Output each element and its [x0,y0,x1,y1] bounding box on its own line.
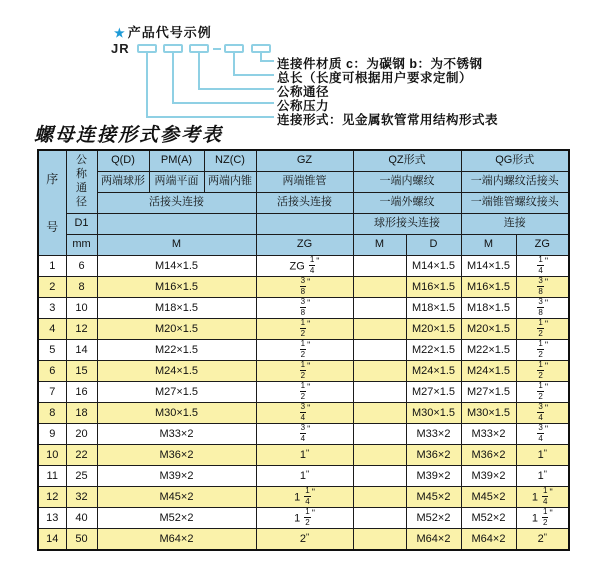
qz-d-cell: M22×1.5 [406,340,461,361]
qz-m-cell [353,445,406,466]
code-box-2 [163,44,183,53]
header-blank-gz [256,214,353,235]
dn-cell: 15 [66,361,97,382]
header-qg-desc2: 一端锥管螺纹接头 [461,193,569,214]
connector-line [260,60,274,62]
qg-zg-cell: $\frac{3}{4}$ " [516,424,569,445]
m-thread-cell: M20×1.5 [97,319,256,340]
table-title: 螺母连接形式参考表 [34,125,224,146]
qz-m-cell [353,361,406,382]
diagram-heading-text: 产品代号示例 [127,25,212,40]
gz-thread-cell: $\frac{3}{8}$ " [256,277,353,298]
dn-cell: 6 [66,256,97,277]
seq-cell: 3 [38,298,66,319]
header-qz-d: D [406,235,461,256]
label-total-length: 总长（长度可根据用户要求定制） [277,71,473,85]
qz-m-cell [353,403,406,424]
m-thread-cell: M33×2 [97,424,256,445]
seq-cell: 2 [38,277,66,298]
m-thread-cell: M24×1.5 [97,361,256,382]
m-thread-cell: M14×1.5 [97,256,256,277]
qz-d-cell: M39×2 [406,466,461,487]
qz-d-cell: M27×1.5 [406,382,461,403]
header-m: M [97,235,256,256]
header-qg-desc: 一端内螺纹活接头 [461,172,569,193]
gz-thread-cell: $\frac{1}{2}$ " [256,319,353,340]
qz-d-cell: M45×2 [406,487,461,508]
qg-m-cell: M27×1.5 [461,382,516,403]
qz-d-cell: M24×1.5 [406,361,461,382]
header-col-q: Q(D) [97,150,149,172]
table-row [38,319,569,340]
header-gz-union: 活接头连接 [256,193,353,214]
header-qg-desc3: 连接 [461,214,569,235]
dn-cell: 8 [66,277,97,298]
m-thread-cell: M27×1.5 [97,382,256,403]
qg-m-cell: M39×2 [461,466,516,487]
qz-d-cell: M18×1.5 [406,298,461,319]
seq-cell: 12 [38,487,66,508]
dn-cell: 18 [66,403,97,424]
header-col-qz: QZ形式 [353,150,461,172]
seq-cell: 5 [38,340,66,361]
seq-cell: 1 [38,256,66,277]
code-dash [213,48,221,50]
qz-m-cell [353,277,406,298]
qg-zg-cell: $\frac{3}{8}$ " [516,277,569,298]
header-qg-zg: ZG [516,235,569,256]
qg-m-cell: M45×2 [461,487,516,508]
label-nominal-dia: 公称通径 [277,85,330,99]
diagram-heading [114,22,212,41]
qz-d-cell: M33×2 [406,424,461,445]
header-zg: ZG [256,235,353,256]
m-thread-cell: M22×1.5 [97,340,256,361]
header-q-desc: 两端球形 [97,172,149,193]
connector-line [146,53,148,118]
qz-m-cell [353,508,406,529]
dn-cell: 12 [66,319,97,340]
table-row [38,466,569,487]
gz-thread-cell: 1" [256,466,353,487]
connector-line [146,116,274,118]
header-d1: D1 [66,214,97,235]
qg-zg-cell: $\frac{1}{2}$ " [516,340,569,361]
gz-thread-cell: 1" [256,445,353,466]
qg-m-cell: M36×2 [461,445,516,466]
dn-cell: 32 [66,487,97,508]
gz-thread-cell: $\frac{1}{2}$ " [256,340,353,361]
m-thread-cell: M52×2 [97,508,256,529]
qz-m-cell [353,466,406,487]
qg-zg-cell: 1" [516,466,569,487]
qg-m-cell: M18×1.5 [461,298,516,319]
gz-thread-cell: 1 $\frac{1}{4}$ " [256,487,353,508]
code-box-1 [137,44,157,53]
qz-d-cell: M64×2 [406,529,461,551]
table-row [38,424,569,445]
label-nominal-press: 公称压力 [277,99,330,113]
table-row [38,403,569,424]
header-gz-desc: 两端锥管 [256,172,353,193]
header-col-pm: PM(A) [149,150,204,172]
dn-cell: 50 [66,529,97,551]
dn-cell: 14 [66,340,97,361]
table-row [38,529,569,551]
m-thread-cell: M30×1.5 [97,403,256,424]
qg-zg-cell: $\frac{1}{4}$ " [516,256,569,277]
qg-zg-cell: $\frac{3}{4}$ " [516,403,569,424]
gz-thread-cell: $\frac{1}{2}$ " [256,361,353,382]
table-row [38,508,569,529]
qz-d-cell: M14×1.5 [406,256,461,277]
qg-m-cell: M64×2 [461,529,516,551]
header-col-qg: QG形式 [461,150,569,172]
qg-m-cell: M33×2 [461,424,516,445]
qz-m-cell [353,382,406,403]
code-box-4 [224,44,244,53]
qg-m-cell: M14×1.5 [461,256,516,277]
table-row [38,445,569,466]
qg-zg-cell: $\frac{1}{2}$ " [516,382,569,403]
qz-d-cell: M36×2 [406,445,461,466]
connector-line [172,53,174,104]
table-row [38,277,569,298]
m-thread-cell: M16×1.5 [97,277,256,298]
table-row [38,340,569,361]
qg-m-cell: M20×1.5 [461,319,516,340]
header-nz-desc: 两端内锥 [204,172,256,193]
qg-zg-cell: 1 $\frac{1}{4}$ " [516,487,569,508]
qg-zg-cell: 1 $\frac{1}{2}$ " [516,508,569,529]
gz-thread-cell: ZG $\frac{1}{4}$ " [256,256,353,277]
qg-zg-cell: $\frac{3}{8}$ " [516,298,569,319]
m-thread-cell: M36×2 [97,445,256,466]
gz-thread-cell: 1 $\frac{1}{2}$ " [256,508,353,529]
nut-connection-table [37,149,570,551]
qg-m-cell: M24×1.5 [461,361,516,382]
m-thread-cell: M45×2 [97,487,256,508]
gz-thread-cell: $\frac{3}{4}$ " [256,424,353,445]
table-row [38,256,569,277]
code-prefix: JR [111,41,130,56]
qz-m-cell [353,319,406,340]
qg-zg-cell: $\frac{1}{2}$ " [516,361,569,382]
table-row [38,487,569,508]
code-box-3 [189,44,209,53]
table-row [38,361,569,382]
table-row [38,382,569,403]
label-material: 连接件材质 c：为碳钢 b：为不锈钢 [277,57,483,71]
table-row [38,298,569,319]
qz-m-cell [353,487,406,508]
header-qg-m: M [461,235,516,256]
connector-line [233,53,235,76]
header-qz-desc2: 一端外螺纹 [353,193,461,214]
dn-cell: 16 [66,382,97,403]
header-dn: 公 称 通 径 [66,150,97,214]
seq-cell: 7 [38,382,66,403]
qg-m-cell: M30×1.5 [461,403,516,424]
qg-m-cell: M52×2 [461,508,516,529]
table-body [38,256,569,551]
qz-m-cell [353,256,406,277]
qz-m-cell [353,340,406,361]
qz-d-cell: M16×1.5 [406,277,461,298]
qg-zg-cell: 1" [516,445,569,466]
dn-cell: 20 [66,424,97,445]
header-mm: mm [66,235,97,256]
seq-cell: 8 [38,403,66,424]
dn-cell: 22 [66,445,97,466]
seq-cell: 13 [38,508,66,529]
label-connection: 连接形式：见金属软管常用结构形式表 [277,113,499,127]
connector-line [198,53,200,90]
seq-cell: 6 [38,361,66,382]
header-qz-m: M [353,235,406,256]
qg-m-cell: M16×1.5 [461,277,516,298]
connector-line [233,74,274,76]
seq-cell: 14 [38,529,66,551]
header-qz-desc3: 球形接头连接 [353,214,461,235]
gz-thread-cell: $\frac{1}{2}$ " [256,382,353,403]
qg-m-cell: M22×1.5 [461,340,516,361]
gz-thread-cell: $\frac{3}{4}$ " [256,403,353,424]
header-seq: 序 号 [38,150,66,256]
gz-thread-cell: 2" [256,529,353,551]
header-col-gz: GZ [256,150,353,172]
qg-zg-cell: $\frac{1}{2}$ " [516,319,569,340]
m-thread-cell: M39×2 [97,466,256,487]
qz-d-cell: M20×1.5 [406,319,461,340]
header-blank-left [97,214,256,235]
qz-m-cell [353,298,406,319]
qz-d-cell: M30×1.5 [406,403,461,424]
gz-thread-cell: $\frac{3}{8}$ " [256,298,353,319]
connector-line [172,102,274,104]
header-union-row: 活接头连接 [97,193,256,214]
qz-m-cell [353,529,406,551]
qz-d-cell: M52×2 [406,508,461,529]
connector-line [198,88,274,90]
dn-cell: 40 [66,508,97,529]
star-icon: ★ [114,26,126,40]
header-qz-desc: 一端内螺纹 [353,172,461,193]
m-thread-cell: M18×1.5 [97,298,256,319]
header-pm-desc: 两端平面 [149,172,204,193]
seq-cell: 4 [38,319,66,340]
dn-cell: 25 [66,466,97,487]
qz-m-cell [353,424,406,445]
code-box-5 [251,44,271,53]
seq-cell: 10 [38,445,66,466]
seq-cell: 9 [38,424,66,445]
qg-zg-cell: 2" [516,529,569,551]
m-thread-cell: M64×2 [97,529,256,551]
dn-cell: 10 [66,298,97,319]
seq-cell: 11 [38,466,66,487]
header-col-nz: NZ(C) [204,150,256,172]
